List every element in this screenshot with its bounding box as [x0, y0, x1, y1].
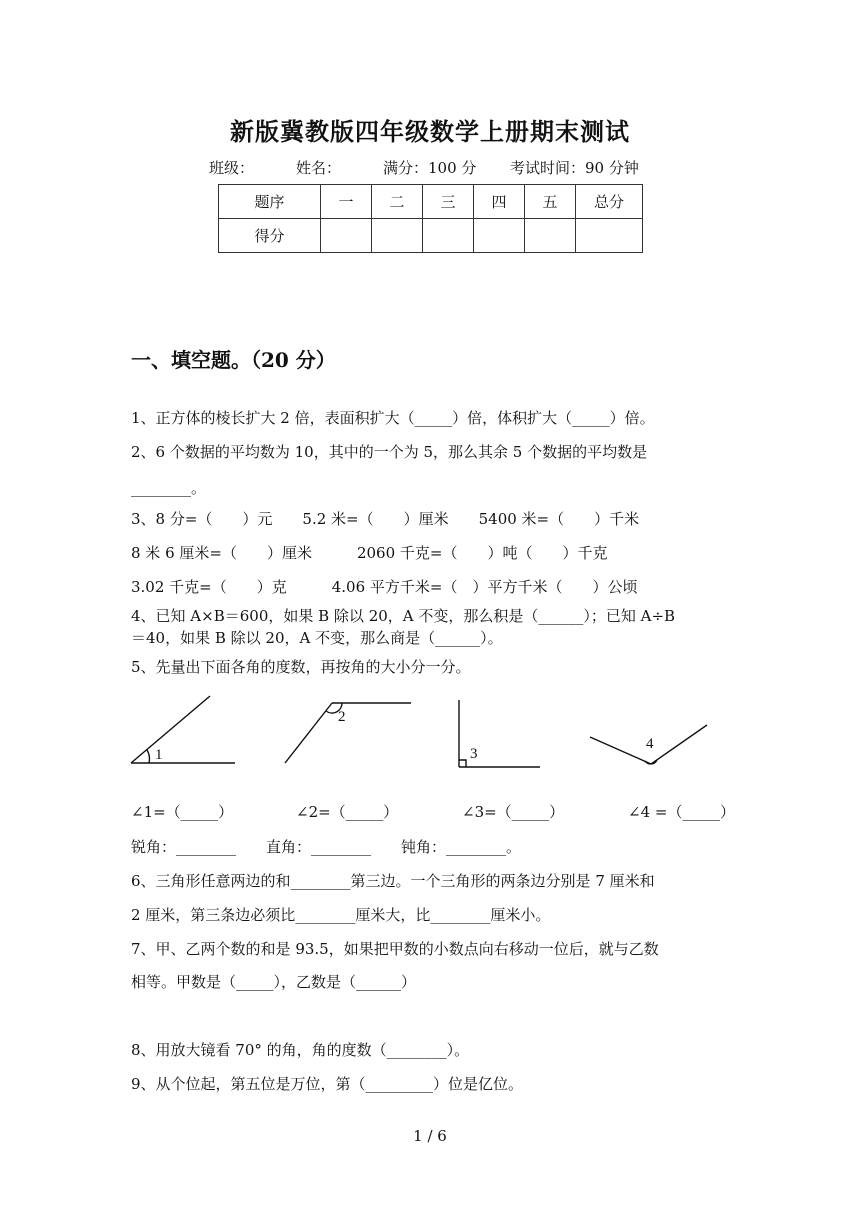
class-label: 班级： — [209, 159, 255, 177]
question-2-blank: ________。 — [131, 479, 207, 497]
angle-label: 4 — [646, 736, 654, 752]
right-angle-mark — [459, 760, 466, 767]
table-header-cell: 题序 — [219, 185, 321, 219]
section-heading: 一、填空题。（20 分） — [131, 348, 336, 372]
question-6-line1: 6、三角形任意两边的和________第三边。一个三角形的两条边分别是 7 厘米和 — [131, 872, 655, 890]
table-header-cell: 二 — [372, 185, 423, 219]
angle-1-answer: ∠1=（_____） — [131, 803, 234, 821]
table-header-cell: 一 — [321, 185, 372, 219]
angle-4-ray-right — [651, 725, 707, 764]
question-6-line2: 2 厘米，第三条边必须比________厘米大，比________厘米小。 — [131, 906, 551, 924]
question-4-line2: ＝40，如果 B 除以 20，A 不变，那么商是（______）。 — [131, 629, 503, 647]
table-header-cell: 总分 — [576, 185, 643, 219]
angle-1-ray — [131, 696, 210, 763]
angle-label: 2 — [338, 709, 346, 725]
angle-label: 1 — [155, 747, 163, 763]
table-header-cell: 三 — [423, 185, 474, 219]
full-score-label: 满分：100 分 — [383, 159, 477, 177]
question-3-line2: 8 米 6 厘米=（ ）厘米 2060 千克=（ ）吨（ ）千克 — [131, 544, 608, 562]
angle-4-ray-left — [590, 737, 651, 764]
page-title: 新版冀教版四年级数学上册期末测试 — [230, 117, 630, 146]
question-7-line2: 相等。甲数是（_____），乙数是（______） — [131, 973, 417, 991]
exam-time-label: 考试时间：90 分钟 — [510, 159, 639, 177]
angle-4-answer: ∠4 =（_____） — [628, 803, 735, 821]
angle-3-answer: ∠3=（_____） — [462, 803, 565, 821]
angle-1-arc — [147, 750, 149, 763]
question-1: 1、正方体的棱长扩大 2 倍，表面积扩大（_____）倍，体积扩大（_____）倍。 — [131, 409, 655, 427]
angle-label: 3 — [470, 746, 478, 762]
angle-classification: 锐角：________ 直角：________ 钝角：________。 — [131, 838, 522, 856]
page-number: 1 / 6 — [413, 1127, 447, 1145]
question-8: 8、用放大镜看 70° 的角，角的度数（________）。 — [131, 1041, 470, 1059]
question-3-line1: 3、8 分=（ ）元 5.2 米=（ ）厘米 5400 米=（ ）千米 — [131, 510, 640, 528]
table-row-label: 得分 — [219, 219, 321, 253]
table-header-cell: 五 — [525, 185, 576, 219]
question-7-line1: 7、甲、乙两个数的和是 93.5，如果把甲数的小数点向右移动一位后，就与乙数 — [131, 940, 659, 958]
angle-2-ray — [285, 703, 332, 763]
question-5: 5、先量出下面各角的度数，再按角的大小分一分。 — [131, 658, 471, 676]
table-header-cell: 四 — [474, 185, 525, 219]
question-9: 9、从个位起，第五位是万位，第（_________）位是亿位。 — [131, 1075, 524, 1093]
question-3-line3: 3.02 千克=（ ）克 4.06 平方千米=（ ）平方千米（ ）公顷 — [131, 578, 638, 596]
question-4-line1: 4、已知 A×B＝600，如果 B 除以 20，A 不变，那么积是（______）；已知 A÷B — [131, 607, 676, 625]
name-label: 姓名： — [296, 159, 342, 177]
angle-2-answer: ∠2=（_____） — [296, 803, 399, 821]
question-2: 2、6 个数据的平均数为 10，其中的一个为 5，那么其余 5 个数据的平均数是 — [131, 443, 648, 461]
